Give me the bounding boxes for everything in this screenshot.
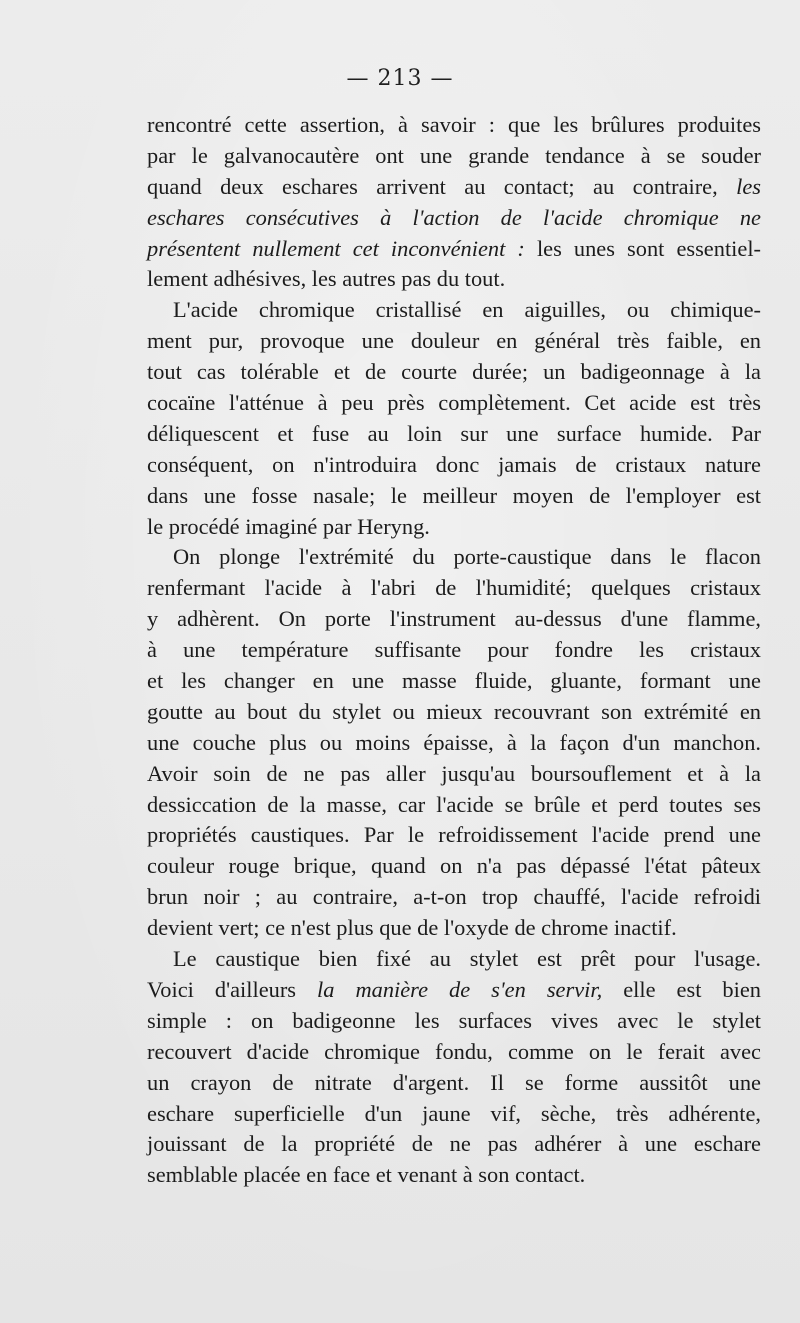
text-line xyxy=(147,295,761,326)
text-segment: semblable placée en face et venant à son contact. xyxy=(147,1162,586,1188)
text-line xyxy=(147,481,761,512)
text-segment: Le caustique bien fixé au stylet est prêt pour l'usage. xyxy=(173,946,761,972)
text-segment: recouvert d'acide chromique fondu, comme on le ferait avec xyxy=(147,1038,761,1064)
text-segment: brun noir ; au contraire, a-t-on trop chauffé, l'acide refroidi xyxy=(147,884,761,910)
italic-text: la manière de s'en servir, xyxy=(317,976,603,1002)
text-line xyxy=(147,1068,761,1099)
text-line xyxy=(147,1129,761,1160)
text-line xyxy=(147,234,761,265)
text-line xyxy=(147,820,761,851)
text-segment: propriétés caustiques. Par le refroidissement l'acide prend une xyxy=(147,822,761,848)
text-line xyxy=(147,419,761,450)
text-line xyxy=(147,573,761,604)
text-line xyxy=(147,944,761,975)
text-segment: rencontré cette assertion, à savoir : que les brûlures produites xyxy=(147,112,761,137)
text-line xyxy=(147,666,761,697)
text-line xyxy=(147,512,761,543)
text-line xyxy=(147,1006,761,1037)
text-segment: déliquescent et fuse au loin sur une surface humide. Par xyxy=(147,420,761,446)
text-line xyxy=(147,172,761,203)
text-line xyxy=(147,326,761,357)
text-segment: couleur rouge brique, quand on n'a pas dépassé l'état pâteux xyxy=(147,853,761,879)
text-segment: Voici d'ailleurs xyxy=(147,976,318,1002)
text-segment: un crayon de nitrate d'argent. Il se forme aussitôt une xyxy=(147,1069,761,1095)
text-line xyxy=(147,882,761,913)
text-line xyxy=(147,450,761,481)
text-segment: lement adhésives, les autres pas du tout. xyxy=(147,266,506,292)
text-segment: les unes sont essentiel- xyxy=(524,235,761,261)
text-line xyxy=(147,697,761,728)
paragraph xyxy=(147,944,761,1191)
text-segment: Avoir soin de ne pas aller jusqu'au boursouflement et à la xyxy=(147,760,761,786)
text-line xyxy=(147,264,761,295)
text-line xyxy=(147,851,761,882)
text-segment: par le galvanocautère ont une grande tendance à se souder xyxy=(147,142,761,168)
text-segment: dans une fosse nasale; le meilleur moyen de l'employer est xyxy=(147,482,761,508)
text-segment: cocaïne l'atténue à peu près complètement. Cet acide est très xyxy=(147,390,761,416)
text-segment: le procédé imaginé par Heryng. xyxy=(147,513,430,539)
text-line xyxy=(147,357,761,388)
text-segment: renfermant l'acide à l'abri de l'humidité; quelques cristaux xyxy=(147,575,761,601)
text-line xyxy=(147,203,761,234)
text-segment: y adhèrent. On porte l'instrument au-dessus d'une flamme, xyxy=(147,606,761,632)
text-segment: quand deux eschares arrivent au contact; au contraire, xyxy=(147,173,737,199)
text-line xyxy=(147,110,761,141)
text-line xyxy=(147,790,761,821)
text-segment: simple : on badigeonne les surfaces vives avec le stylet xyxy=(147,1007,761,1033)
paragraph xyxy=(147,295,761,542)
text-line xyxy=(147,913,761,944)
text-line xyxy=(147,975,761,1006)
text-segment: elle est bien xyxy=(602,976,761,1002)
text-line xyxy=(147,604,761,635)
text-segment: ment pur, provoque une douleur en général très faible, en xyxy=(147,328,761,354)
text-segment: jouissant de la propriété de ne pas adhérer à une eschare xyxy=(147,1131,761,1157)
text-segment: une couche plus ou moins épaisse, à la façon d'un manchon. xyxy=(147,729,761,755)
text-line xyxy=(147,635,761,666)
text-line xyxy=(147,388,761,419)
text-segment: eschare superficielle d'un jaune vif, sèche, très adhérente, xyxy=(147,1100,761,1126)
italic-text: les xyxy=(736,173,761,199)
text-segment: conséquent, on n'introduira donc jamais de cristaux nature xyxy=(147,451,761,477)
italic-text: présentent nullement cet inconvénient : xyxy=(147,235,525,261)
text-segment: goutte au bout du stylet ou mieux recouvrant son extrémité en xyxy=(147,698,761,724)
paragraph xyxy=(147,110,761,295)
italic-text: eschares consécutives à l'action de l'acide chromique ne xyxy=(147,204,761,230)
text-line xyxy=(147,1160,761,1191)
text-line xyxy=(147,1099,761,1130)
text-segment: L'acide chromique cristallisé en aiguilles, ou chimique- xyxy=(173,297,761,323)
text-segment: et les changer en une masse fluide, gluante, formant une xyxy=(147,668,761,694)
text-segment: à une température suffisante pour fondre les cristaux xyxy=(147,637,761,663)
text-segment: devient vert; ce n'est plus que de l'oxyde de chrome inactif. xyxy=(147,915,677,941)
text-segment: tout cas tolérable et de courte durée; un badigeonnage à la xyxy=(147,359,761,385)
text-line xyxy=(147,542,761,573)
page-number: — 213 — xyxy=(346,66,454,91)
text-segment: dessiccation de la masse, car l'acide se brûle et perd toutes ses xyxy=(147,791,761,817)
text-line xyxy=(147,759,761,790)
text-line xyxy=(147,141,761,172)
body-text xyxy=(147,110,761,1191)
text-line xyxy=(147,728,761,759)
text-segment: On plonge l'extrémité du porte-caustique dans le flacon xyxy=(173,544,761,570)
paragraph xyxy=(147,542,761,944)
text-line xyxy=(147,1037,761,1068)
